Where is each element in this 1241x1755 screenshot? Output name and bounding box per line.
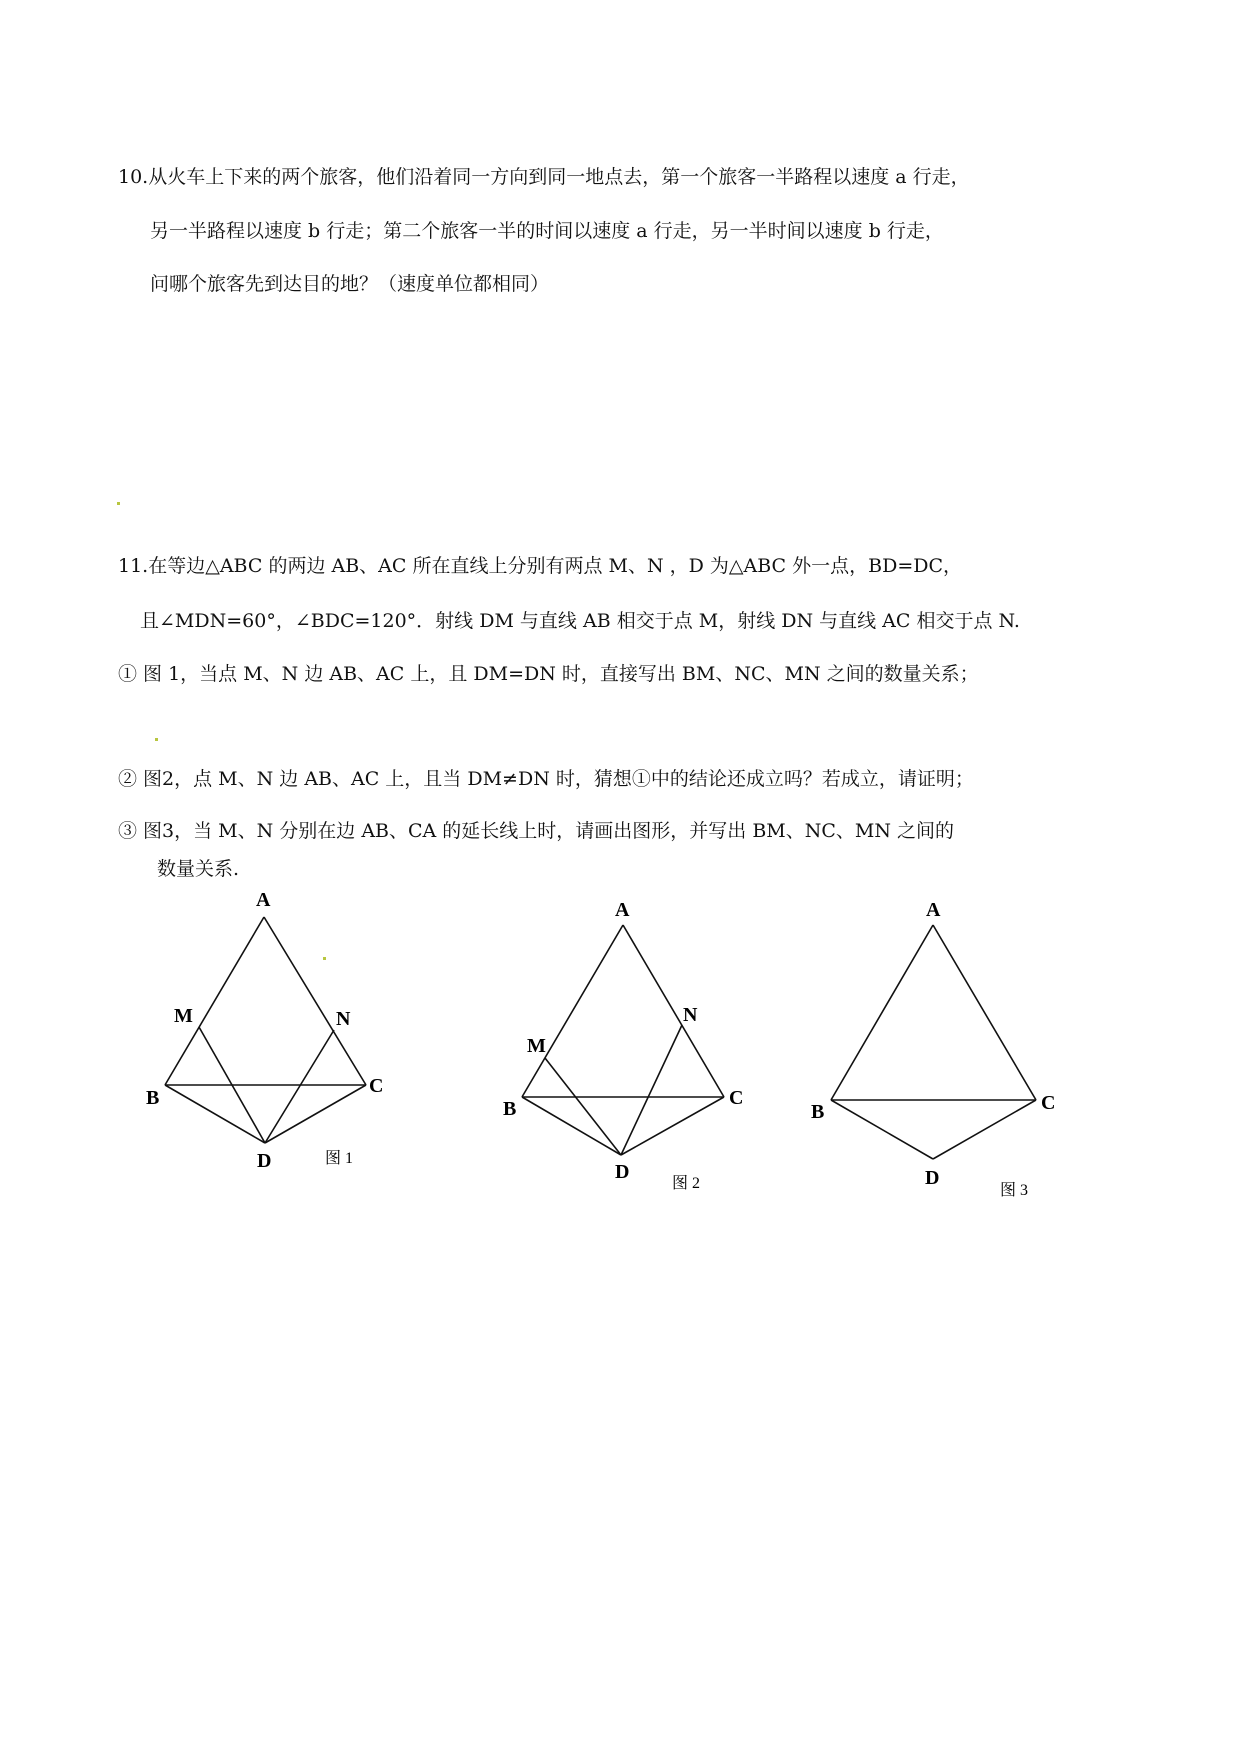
fig1-label-N: N bbox=[336, 1008, 351, 1030]
q10-line-3: 问哪个旅客先到达目的地？（速度单位都相同） bbox=[150, 273, 550, 295]
figure-1-lines bbox=[165, 917, 366, 1143]
fig2-segment-MD bbox=[545, 1058, 621, 1155]
fig3-label-B: B bbox=[811, 1101, 825, 1123]
fig2-label-A: A bbox=[615, 899, 630, 921]
fig3-segment-CD bbox=[933, 1100, 1036, 1159]
fig1-label-C: C bbox=[369, 1075, 384, 1097]
fig1-segment-ND bbox=[265, 1030, 334, 1143]
fig2-segment-CD bbox=[621, 1097, 724, 1155]
fig2-label-M: M bbox=[527, 1035, 546, 1057]
fig2-segment-BD bbox=[522, 1097, 621, 1155]
fig3-label-C: C bbox=[1041, 1092, 1056, 1114]
fig1-label-D: D bbox=[257, 1150, 272, 1172]
q10-line-1: 10.从火车上下来的两个旅客，他们沿着同一方向到同一地点去，第一个旅客一半路程以速度 a 行走， bbox=[118, 166, 970, 188]
fig2-label-C: C bbox=[729, 1087, 744, 1109]
fig2-segment-ND bbox=[621, 1025, 682, 1155]
fig3-segment-AB bbox=[831, 925, 933, 1100]
q10-line-2: 另一半路程以速度 b 行走；第二个旅客一半的时间以速度 a 行走，另一半时间以速度 b 行走， bbox=[150, 220, 944, 242]
fig3-label-D: D bbox=[925, 1167, 940, 1189]
q11-part-3-cont: 数量关系. bbox=[157, 858, 240, 880]
fig2-label-B: B bbox=[503, 1098, 517, 1120]
fig1-label-B: B bbox=[146, 1087, 160, 1109]
fig3-segment-BD bbox=[831, 1100, 933, 1159]
fig2-label-D: D bbox=[615, 1161, 630, 1183]
fig1-segment-AB bbox=[165, 917, 264, 1085]
figure-3-lines bbox=[831, 925, 1036, 1159]
fig3-segment-AC bbox=[933, 925, 1036, 1100]
fig1-label-M: M bbox=[174, 1005, 193, 1027]
q11-part-2: ② 图2，点 M、N 边 AB、AC 上，且当 DM≠DN 时，猜想①中的结论还成立吗？若成立，请证明； bbox=[118, 768, 974, 790]
fig2-segment-AB bbox=[522, 925, 623, 1097]
fig2-segment-AC bbox=[623, 925, 724, 1097]
figure-2-lines bbox=[522, 925, 724, 1155]
fig1-segment-BD bbox=[165, 1085, 265, 1143]
q11-part-1: ① 图 1，当点 M、N 边 AB、AC 上，且 DM=DN 时，直接写出 BM、NC、MN 之间的数量关系； bbox=[118, 663, 979, 685]
fig3-label-A: A bbox=[926, 899, 941, 921]
fig1-segment-CD bbox=[265, 1085, 366, 1143]
fig1-caption: 图 1 bbox=[325, 1150, 354, 1167]
fig1-label-A: A bbox=[256, 889, 271, 911]
fig2-caption: 图 2 bbox=[672, 1175, 701, 1192]
q11-line-1: 11.在等边△ABC 的两边 AB、AC 所在直线上分别有两点 M、N ，D 为△ABC 外一点，BD=DC， bbox=[118, 555, 963, 577]
fig2-label-N: N bbox=[683, 1004, 698, 1026]
q11-part-3: ③ 图3，当 M、N 分别在边 AB、CA 的延长线上时，请画出图形，并写出 BM、NC、MN 之间的 bbox=[118, 820, 955, 842]
fig3-caption: 图 3 bbox=[1000, 1182, 1029, 1199]
q11-line-2: 且∠MDN=60°，∠BDC=120°．射线 DM 与直线 AB 相交于点 M，射线 DN 与直线 AC 相交于点 N. bbox=[140, 610, 1020, 632]
